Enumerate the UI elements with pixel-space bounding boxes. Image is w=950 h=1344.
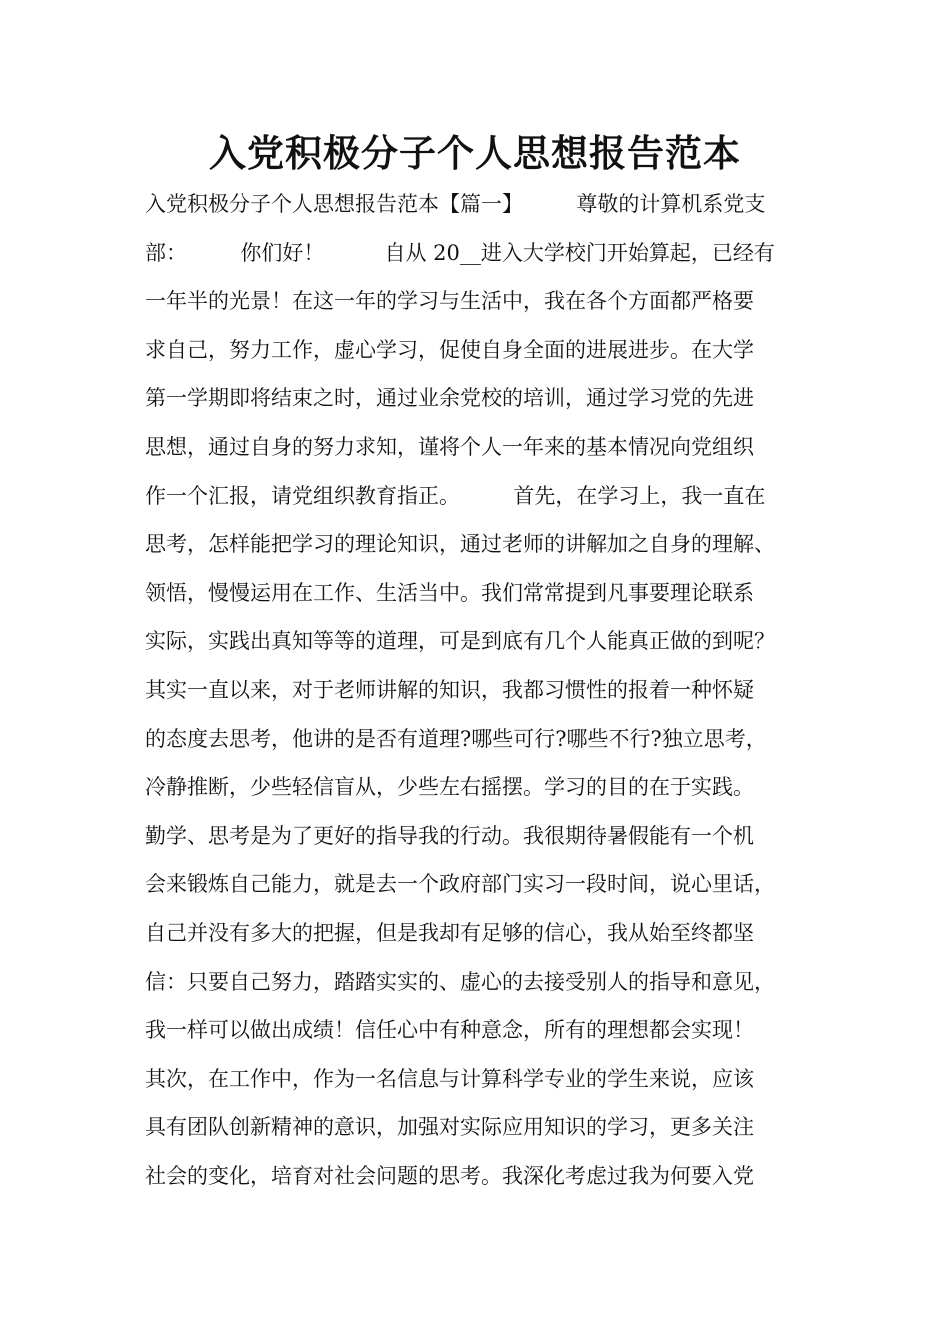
body-line: 社会的变化，培育对社会问题的思考。我深化考虑过我为何要入党 xyxy=(145,1163,754,1188)
body-line: 领悟，慢慢运用在工作、生活当中。我们常常提到凡事要理论联系 xyxy=(145,580,754,605)
body-line: 入党积极分子个人思想报告范本【篇一】 尊敬的计算机系党支 xyxy=(145,192,766,216)
body-line: 思想，通过自身的努力求知，谨将个人一年来的基本情况向党组织 xyxy=(145,434,754,459)
body-line: 部： 你们好！ 自从 20__进入大学校门开始算起，已经有 xyxy=(145,240,775,265)
body-line: 实际，实践出真知等等的道理，可是到底有几个人能真正做的到呢？ xyxy=(145,629,775,654)
body-line: 第一学期即将结束之时，通过业余党校的培训，通过学习党的先进 xyxy=(145,386,754,411)
document-title: 入党积极分子个人思想报告范本 xyxy=(209,131,741,175)
body-line: 会来锻炼自己能力，就是去一个政府部门实习一段时间，说心里话， xyxy=(145,872,775,897)
document-body xyxy=(145,180,845,1200)
body-line: 一年半的光景！在这一年的学习与生活中，我在各个方面都严格要 xyxy=(145,289,754,314)
body-line: 思考，怎样能把学习的理论知识，通过老师的讲解加之自身的理解、 xyxy=(145,532,775,557)
body-line: 勤学、思考是为了更好的指导我的行动。我很期待暑假能有一个机 xyxy=(145,823,754,848)
body-line: 信：只要自己努力，踏踏实实的、虚心的去接受别人的指导和意见， xyxy=(145,969,775,994)
body-line: 自己并没有多大的把握，但是我却有足够的信心，我从始至终都坚 xyxy=(145,920,754,945)
body-line: 其次，在工作中，作为一名信息与计算科学专业的学生来说，应该 xyxy=(145,1066,754,1091)
body-line: 求自己，努力工作，虚心学习，促使自身全面的进展进步。在大学 xyxy=(145,337,754,362)
body-line: 作一个汇报，请党组织教育指正。 首先，在学习上，我一直在 xyxy=(145,483,766,508)
body-line: 的态度去思考，他讲的是否有道理?哪些可行?哪些不行?独立思考， xyxy=(145,726,767,751)
body-line: 我一样可以做出成绩！信任心中有种意念，所有的理想都会实现！ xyxy=(145,1018,754,1043)
body-line: 冷静推断，少些轻信盲从，少些左右摇摆。学习的目的在于实践。 xyxy=(145,775,754,800)
body-line: 具有团队创新精神的意识，加强对实际应用知识的学习，更多关注 xyxy=(145,1115,754,1140)
body-line: 其实一直以来，对于老师讲解的知识，我都习惯性的报着一种怀疑 xyxy=(145,677,754,702)
